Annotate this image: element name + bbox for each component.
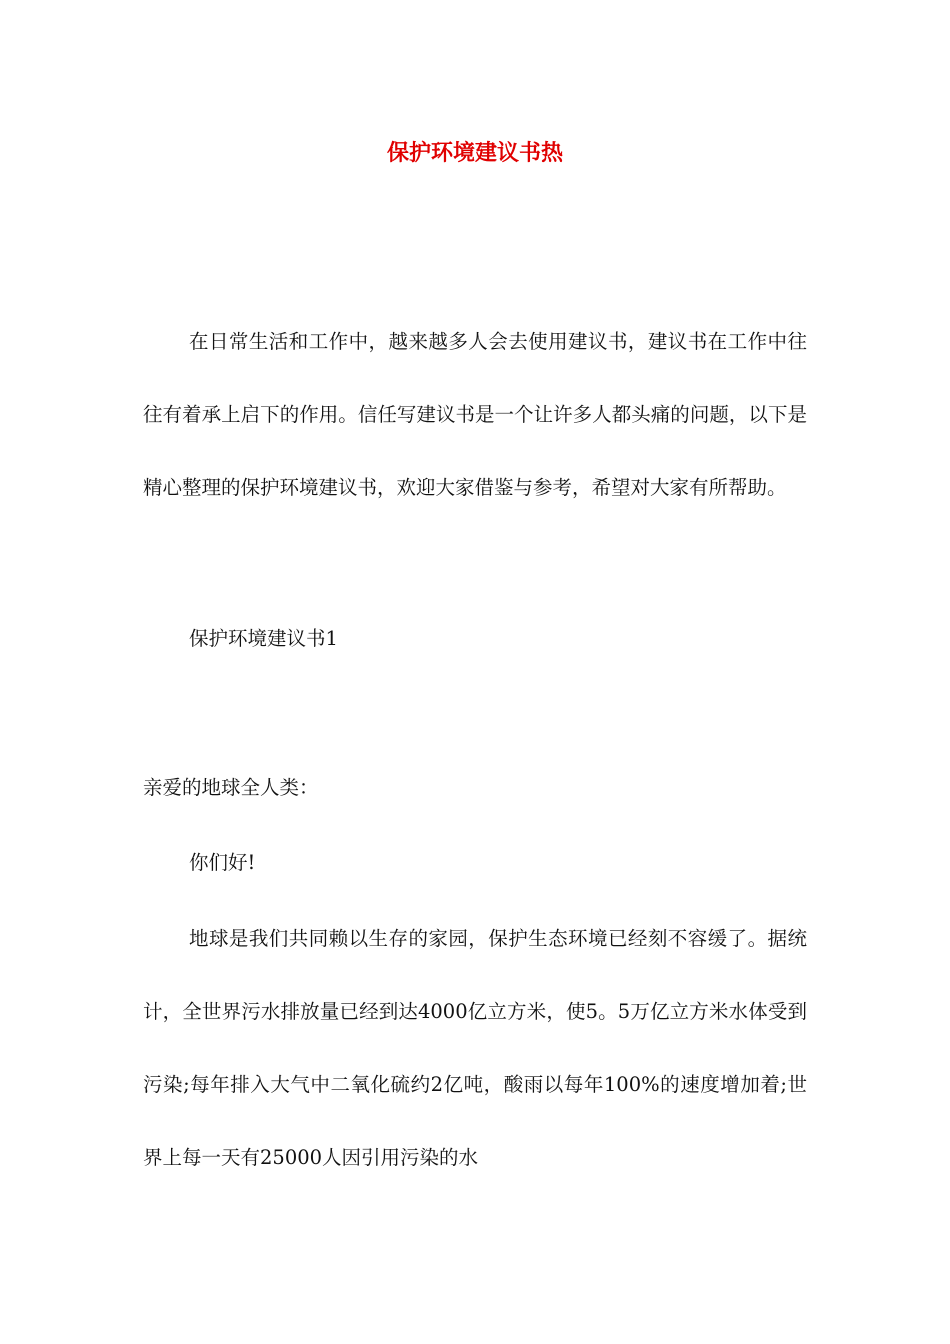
- document-title: 保护环境建议书热: [386, 140, 563, 166]
- section-heading: 保护环境建议书1: [189, 627, 338, 650]
- body-paragraph: 地球是我们共同赖以生存的家园，保护生态环境已经刻不容缓了。据统计，全世界污水排放量已经到达4000亿立方米，使5。5万亿立方米水体受到污染;每年排入大气中二氧化硫约2亿吨，酸雨以每年100%的速度增加着;世界上每一天有25000人因引用污染的水: [143, 927, 807, 1169]
- greeting: 你们好!: [189, 851, 256, 874]
- intro-paragraph: 在日常生活和工作中，越来越多人会去使用建议书，建议书在工作中往往有着承上启下的作用。信任写建议书是一个让许多人都头痛的问题，以下是精心整理的保护环境建议书，欢迎大家借鉴与参考，希望对大家有所帮助。: [143, 330, 807, 499]
- salutation: 亲爱的地球全人类：: [143, 776, 319, 799]
